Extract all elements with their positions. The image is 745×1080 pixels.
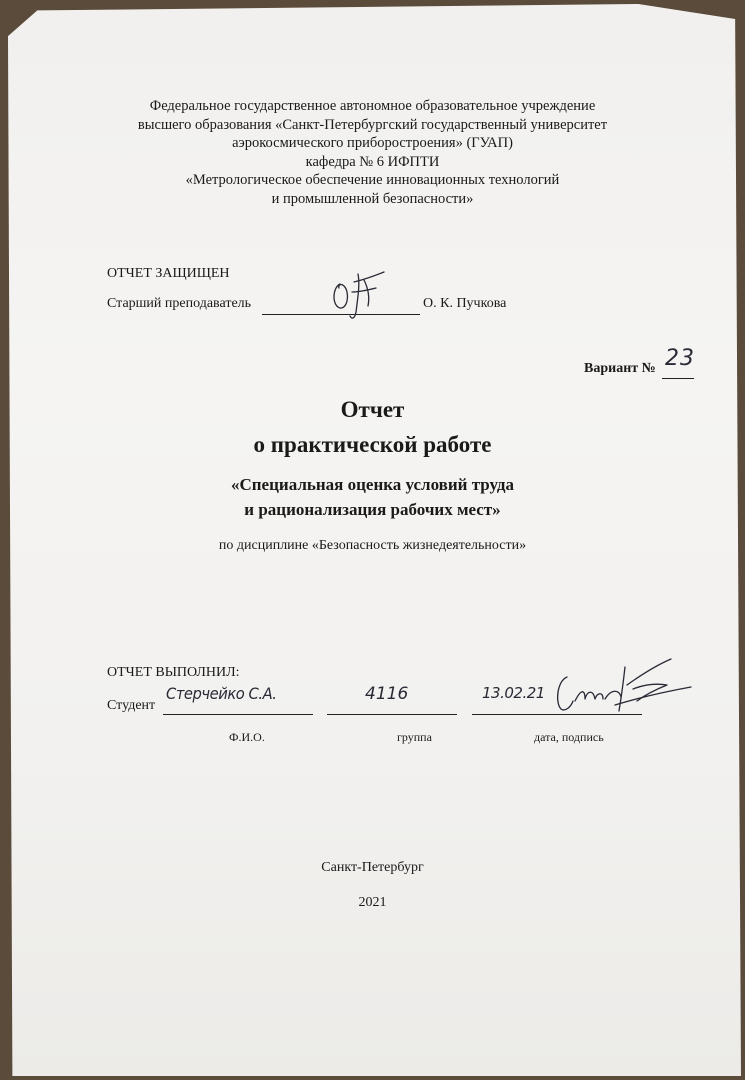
caption-group: группа	[397, 730, 432, 744]
header-line-3: аэрокосмического приборостроения» (ГУАП)	[232, 135, 513, 152]
teacher-name: О. К. Пучкова	[423, 296, 507, 311]
teacher-role: Старший преподаватель	[107, 296, 252, 311]
institution-header	[0, 97, 745, 209]
student-name-handwritten: Стерчейко С.А.	[166, 684, 277, 703]
student-name-line	[163, 714, 313, 715]
variant-line	[662, 378, 694, 379]
group-handwritten: 4116	[365, 684, 409, 704]
header-line-4: кафедра № 6 ИФПТИ	[305, 153, 440, 170]
header-line-6: и промышленной безопасности»	[271, 190, 474, 207]
work-title-line-1: «Специальная оценка условий труда	[230, 475, 515, 494]
date-handwritten: 13.02.21	[482, 684, 545, 702]
teacher-signature-icon	[328, 262, 398, 322]
report-performed-label: ОТЧЕТ ВЫПОЛНИЛ:	[107, 665, 240, 680]
caption-date-signature: дата, подпись	[534, 730, 604, 744]
group-line	[327, 714, 457, 715]
header-line-5: «Метрологическое обеспечение инновационных технологий	[185, 172, 560, 189]
variant-label: Вариант №	[584, 361, 656, 376]
city: Санкт-Петербург	[321, 860, 424, 875]
document-subtitle: о практической работе	[253, 432, 492, 457]
discipline: по дисциплине «Безопасность жизнедеятельности»	[218, 538, 527, 553]
year: 2021	[358, 895, 387, 910]
header-line-1: Федеральное государственное автономное образовательное учреждение	[149, 98, 596, 114]
report-defended-label: ОТЧЕТ ЗАЩИЩЕН	[107, 266, 230, 281]
student-signature-icon	[545, 655, 695, 725]
header-line-2: высшего образования «Санкт-Петербургский государственный университет	[137, 116, 608, 133]
student-label: Студент	[107, 698, 156, 713]
work-title-line-2: и рационализация рабочих мест»	[244, 500, 501, 519]
caption-fio: Ф.И.О.	[229, 730, 265, 744]
document-title: Отчет	[340, 397, 405, 422]
variant-number-handwritten: 23	[665, 346, 695, 371]
